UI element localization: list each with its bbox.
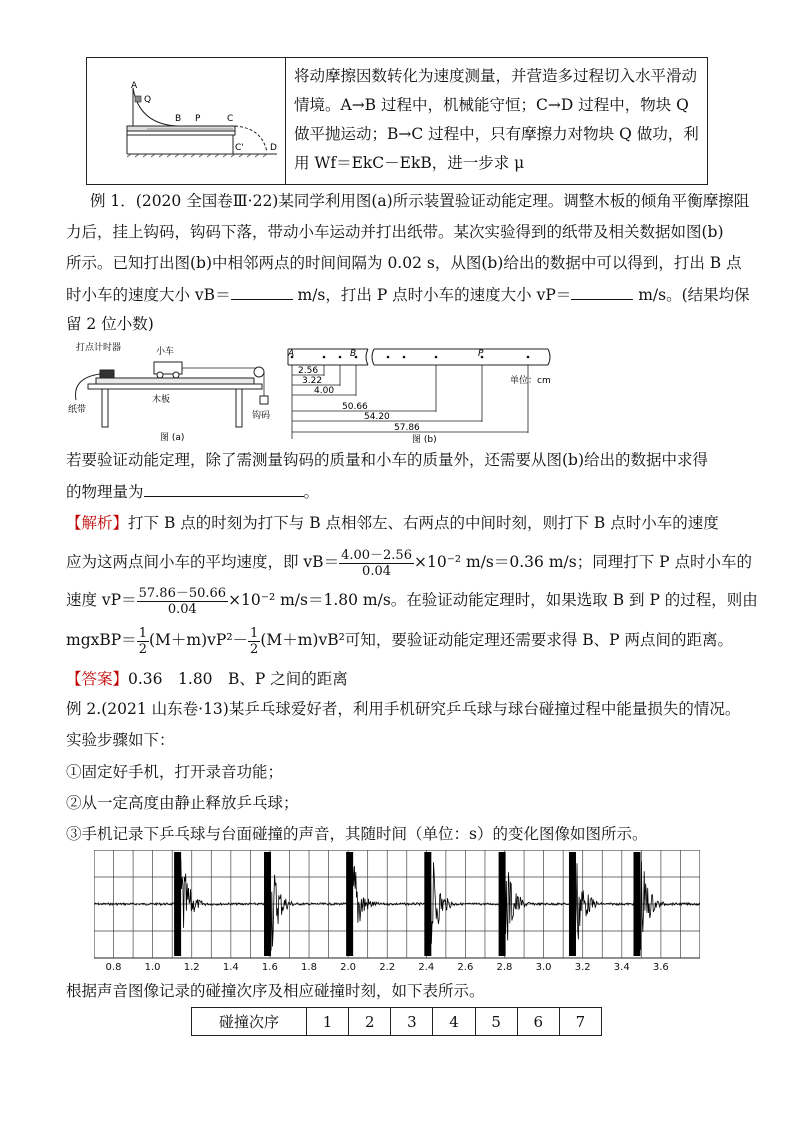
example1-physical-quantity-prefix: 的物理量为 — [66, 483, 144, 501]
example1-line-3: 所示。已知打出图(b)中相邻两点的时间间隔为 0.02 s，从图(b)给出的数据中可以得到，打出 B 点 — [66, 254, 742, 272]
collision-cell-3: 3 — [391, 1008, 433, 1036]
fig-a-tape-label: 纸带 — [68, 405, 87, 415]
example2-step-2 — [66, 793, 299, 813]
fig-b-dist-3: 4.00 — [314, 386, 335, 396]
answer-text: 0.36 1.80 B、P 之间的距离 — [128, 670, 348, 688]
fraction-vp-denominator: 0.04 — [167, 601, 197, 617]
summary-diagram-cell — [87, 58, 286, 185]
fraction-half-2-den: 2 — [250, 641, 259, 657]
x-tick-label: 3.6 — [652, 962, 669, 973]
fraction-half-1 — [137, 626, 149, 657]
fraction-vb — [339, 548, 414, 579]
fraction-half-1-num: 1 — [138, 625, 147, 641]
collision-cell-6: 6 — [517, 1008, 559, 1036]
collision-burst-6 — [569, 852, 576, 956]
step-3-number: ③ — [66, 825, 82, 843]
x-tick-label: 2.0 — [340, 962, 357, 973]
figure-b-paper-tape — [284, 343, 564, 446]
fig-a-weight-label: 钩码 — [252, 411, 271, 421]
summary-line-4: 用 Wf＝EkC－EkB，进一步求 μ — [294, 154, 525, 172]
fig-b-point-p: P — [478, 349, 484, 359]
example1-suffix: m/s。(结果均保 — [638, 286, 750, 304]
example1-line-5: 留 2 位小数) — [66, 315, 154, 333]
vb-answer-blank[interactable] — [231, 284, 293, 300]
fraction-half-2 — [248, 626, 260, 657]
summary-line-1: 将动摩擦因数转化为速度测量，并营造多过程切入水平滑动 — [294, 67, 698, 85]
collision-burst-4 — [424, 852, 431, 956]
diagram-label-c-prime: C' — [235, 143, 244, 153]
example1-vb-prefix: 时小车的速度大小 vB＝ — [66, 286, 231, 304]
summary-line-2: 情境。A→B 过程中，机械能守恒；C→D 过程中，物块 Q — [294, 96, 689, 114]
fig-b-unit: 单位：cm — [510, 376, 551, 386]
collision-burst-7 — [633, 852, 640, 956]
summary-table — [86, 57, 708, 185]
example2-line-1: 例 2.(2021 山东卷·13)某乒乓球爱好者，利用手机研究乒乓球与球台碰撞过程中能量损失的情况。 — [66, 700, 741, 718]
collision-cell-4: 4 — [433, 1008, 475, 1036]
fig-a-board-label: 木板 — [152, 395, 171, 405]
collision-burst-2 — [264, 852, 271, 956]
fig-b-caption: 图 (b) — [412, 435, 437, 445]
analysis-text-4c: (M＋m)vB²可知，要验证动能定理还需要求得 B、P 两点间的距离。 — [260, 631, 734, 649]
step-2-number: ② — [66, 794, 82, 812]
fig-a-timer-label: 打点计时器 — [76, 343, 122, 353]
x-tick-label: 1.4 — [222, 962, 239, 973]
example1-after-end: 。 — [303, 483, 320, 501]
friction-track-diagram — [87, 58, 285, 180]
collision-cell-1: 1 — [307, 1008, 349, 1036]
x-tick-label: 2.8 — [496, 962, 513, 973]
analysis-text-2a: 应为这两点间小车的平均速度，即 vB＝ — [66, 553, 340, 571]
collision-burst-1 — [174, 852, 181, 956]
x-tick-label: 1.0 — [144, 962, 161, 973]
fig-b-dist-5: 54.20 — [364, 412, 390, 422]
analysis-line-2 — [66, 545, 752, 579]
summary-line-3: 做平抛运动；B→C 过程中，只有摩擦力对物块 Q 做功，利 — [294, 125, 699, 143]
diagram-label-b: B — [175, 114, 182, 124]
step-2-text: 从一定高度由静止释放乒乓球； — [81, 794, 299, 812]
collision-cell-5: 5 — [475, 1008, 517, 1036]
fig-b-dist-4: 50.66 — [342, 402, 368, 412]
diagram-label-q: Q — [144, 95, 152, 105]
example1-after-line-2 — [66, 481, 319, 502]
fraction-half-1-den: 2 — [138, 641, 147, 657]
sound-waveform-chart — [94, 850, 700, 960]
x-tick-label: 2.6 — [457, 962, 474, 973]
x-tick-label: 3.4 — [613, 962, 630, 973]
example1-line-2: 力后，挂上钩码，钩码下落，带动小车运动并打出纸带。某次实验得到的纸带及相关数据如图(b) — [66, 223, 724, 241]
analysis-text-4b: (M＋m)vP²－ — [148, 631, 249, 649]
analysis-tag: 【解析】 — [66, 514, 129, 532]
example2-line-2: 实验步骤如下： — [66, 731, 175, 749]
example2-after-chart: 根据声音图像记录的碰撞次序及相应碰撞时刻，如下表所示。 — [66, 982, 485, 1000]
analysis-text-2b: ×10⁻² m/s＝0.36 m/s；同理打下 P 点时小车的 — [413, 553, 752, 571]
answer-tag: 【答案】 — [66, 670, 129, 688]
vp-answer-blank[interactable] — [571, 284, 633, 300]
x-tick-label: 0.8 — [105, 962, 122, 973]
analysis-line-1 — [66, 513, 719, 533]
example1-after-line-1: 若要验证动能定理，除了需测量钩码的质量和小车的质量外，还需要从图(b)给出的数据中求得 — [66, 451, 709, 469]
diagram-label-c: C — [227, 114, 234, 124]
fraction-vp-numerator: 57.86－50.66 — [138, 585, 227, 601]
collision-cell-7: 7 — [559, 1008, 601, 1036]
fraction-half-2-num: 1 — [250, 625, 259, 641]
diagram-label-a: A — [131, 81, 138, 91]
collision-burst-3 — [346, 852, 353, 956]
collision-cell-2: 2 — [349, 1008, 391, 1036]
analysis-text-1: 打下 B 点的时刻为打下与 B 点相邻左、右两点的中间时刻，则打下 B 点时小车的速度 — [128, 514, 719, 532]
x-tick-label: 1.8 — [301, 962, 317, 973]
x-tick-label: 2.4 — [418, 962, 435, 973]
fraction-vb-numerator: 4.00－2.56 — [341, 547, 412, 563]
example1-vp-prefix: m/s，打出 P 点时小车的速度大小 vP＝ — [297, 286, 572, 304]
analysis-line-4 — [66, 623, 733, 657]
summary-description-cell — [286, 58, 708, 185]
x-tick-label: 1.2 — [183, 962, 200, 973]
example2-step-1 — [66, 762, 283, 782]
analysis-text-3a: 速度 vP＝ — [66, 591, 137, 609]
fig-a-caption: 图 (a) — [160, 433, 185, 443]
collision-table-header: 碰撞次序 — [192, 1008, 307, 1036]
x-tick-label: 2.2 — [379, 962, 396, 973]
example1-line-1: 例 1．(2020 全国卷Ⅲ·22)某同学利用图(a)所示装置验证动能定理。调整木板的倾角平衡摩擦阻 — [90, 192, 750, 210]
physical-quantity-blank[interactable] — [144, 481, 304, 497]
fig-b-point-a: A — [288, 349, 295, 359]
x-tick-label: 1.6 — [261, 962, 278, 973]
x-tick-label: 3.0 — [535, 962, 552, 973]
fraction-vp — [137, 586, 228, 617]
fig-b-dist-1: 2.56 — [298, 366, 319, 376]
figure-a-apparatus — [66, 338, 280, 446]
step-1-text: 固定好手机，打开录音功能； — [81, 763, 284, 781]
collision-burst-5 — [499, 852, 506, 956]
fig-a-cart-label: 小车 — [156, 347, 175, 357]
fig-b-dist-2: 3.22 — [302, 376, 323, 386]
fig-b-point-b: B — [350, 349, 357, 359]
analysis-line-3 — [66, 583, 758, 617]
diagram-label-p: P — [195, 114, 201, 124]
diagram-label-d: D — [270, 143, 277, 153]
analysis-text-3b: ×10⁻² m/s＝1.80 m/s。在验证动能定理时，如果选取 B 到 P 的过程，则由 — [228, 591, 758, 609]
collision-table — [191, 1007, 602, 1036]
step-3-text: 手机记录下乒乓球与台面碰撞的声音，其随时间（单位：s）的变化图像如图所示。 — [81, 825, 648, 843]
analysis-text-4a: mgxBP＝ — [66, 631, 137, 649]
fraction-vb-denominator: 0.04 — [362, 563, 391, 579]
x-tick-label: 3.2 — [574, 962, 591, 973]
fig-b-dist-6: 57.86 — [394, 423, 420, 433]
example1-line-4 — [66, 284, 750, 305]
answer-line — [66, 669, 348, 689]
example2-step-3 — [66, 824, 647, 844]
collision-table-row — [192, 1008, 602, 1036]
step-1-number: ① — [66, 763, 82, 781]
